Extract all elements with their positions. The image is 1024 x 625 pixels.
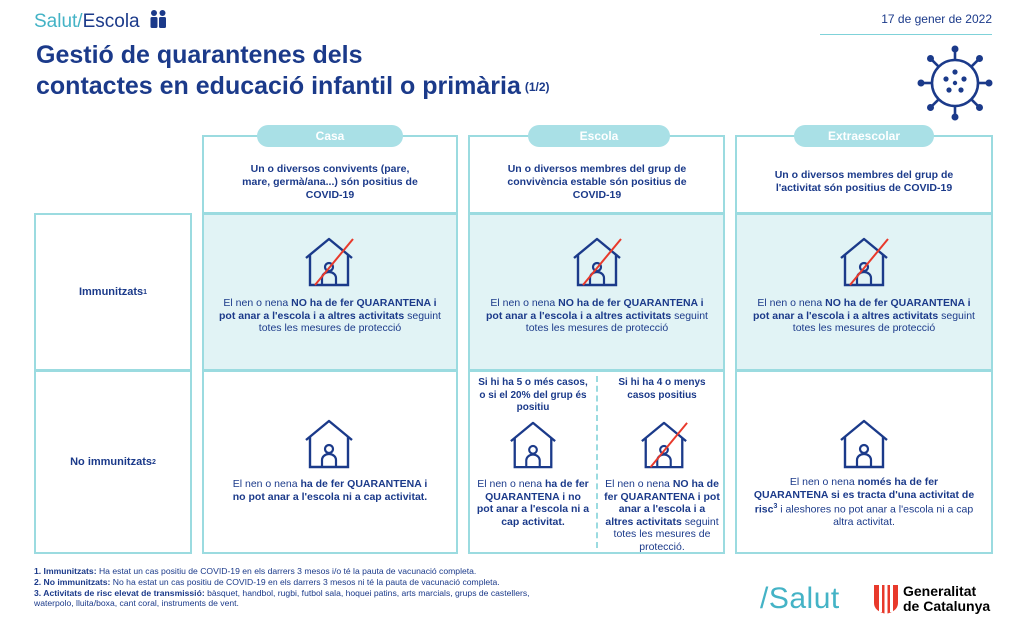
gencat-flag-icon	[873, 583, 899, 615]
house-crossed-icon	[639, 420, 689, 470]
escola-condition-b: Si hi ha 4 o menys casos positius	[618, 377, 706, 401]
row-label-non-immunized-text: No immunitzats	[70, 456, 152, 468]
page-title	[36, 40, 776, 103]
immunized-extraescolar-text: El nen o nena NO ha de fer QUARANTENA i pot anar a l'escola i a altres activitats seguint totes les mesures de protecció	[753, 297, 975, 334]
footnote-3: 3. Activitats de risc elevat de transmissió: bàsquet, handbol, rugbi, futbol sala, hoquei patins, arts marcials, grups de castellers, waterpolo, lluita/boxa, cant coral, instruments de vent.	[34, 587, 530, 609]
salut-logo: /Salut	[760, 582, 840, 615]
house-icon	[508, 420, 558, 470]
house-icon	[303, 418, 355, 470]
house-crossed-icon	[303, 236, 355, 288]
column-label-escola: Escola	[528, 125, 670, 147]
people-icon	[148, 9, 168, 29]
date: 17 de gener de 2022	[820, 12, 992, 35]
immunized-casa-text: El nen o nena NO ha de fer QUARANTENA i pot anar a l'escola i a altres activitats seguint totes les mesures de protecció	[219, 297, 441, 334]
house-crossed-icon	[571, 236, 623, 288]
house-icon	[838, 418, 890, 470]
house-crossed-icon	[838, 236, 890, 288]
immunized-escola-text: El nen o nena NO ha de fer QUARANTENA i pot anar a l'escola i a altres activitats seguint totes les mesures de protecció	[486, 297, 708, 334]
footnote-marker-3: 3	[773, 503, 778, 510]
column-label-casa: Casa	[257, 125, 403, 147]
brand-logo	[34, 9, 168, 33]
footnotes	[34, 566, 654, 609]
footnote-2: 2. No immunitzats: No ha estat un cas positiu de COVID-19 en els darrers 3 mesos ni té la pauta de vacunació completa.	[34, 576, 500, 587]
escola-condition-b-text: El nen o nena NO ha de fer QUARANTENA i pot anar a l'escola i a altres activitats seguint totes les mesures de protecció.	[604, 478, 720, 553]
title-line-2: contactes en educació infantil o primària	[36, 72, 521, 100]
escola-condition-a-text: El nen o nena ha de fer QUARANTENA i no pot anar a l'escola ni a cap activitat.	[476, 478, 590, 528]
footnote-1: 1. Immunitzats: Ha estat un cas positiu de COVID-19 en els darrers 3 mesos i/o té la pauta de vacunació completa.	[34, 566, 477, 576]
column-casa-description: Un o diversos convivents (pare, mare, germà/ana...) són positius de COVID-19	[242, 163, 418, 201]
footnote-marker-2: 2	[152, 458, 156, 466]
column-extraescolar-description: Un o diversos membres del grup de l'activitat són positius de COVID-19	[774, 169, 954, 194]
escola-divider	[596, 376, 598, 548]
brand-escola: Escola	[82, 11, 140, 32]
page-indicator: (1/2)	[524, 79, 550, 94]
escola-condition-a: Si hi ha 5 o més casos, o si el 20% del grup és positiu	[478, 377, 588, 413]
row-label-immunized	[34, 213, 192, 371]
column-label-extraescolar: Extraescolar	[794, 125, 934, 147]
row-label-non-immunized	[34, 370, 192, 554]
virus-icon	[916, 44, 994, 122]
non-immunized-casa-text: El nen o nena ha de fer QUARANTENA i no pot anar a l'escola ni a cap activitat.	[232, 478, 428, 503]
brand-salut: Salut/	[34, 11, 83, 32]
column-escola-description: Un o diversos membres del grup de convivència estable són positius de COVID-19	[507, 163, 687, 201]
row-label-immunized-text: Immunitzats	[78, 286, 144, 298]
non-immunized-extraescolar-text: El nen o nena només ha de fer QUARANTENA si es tracta d'una activitat de risc$^3$ i aleshores no pot anar a l'escola ni a cap altra activitat.	[753, 476, 975, 528]
title-line-1: Gestió de quarantenes dels	[36, 41, 363, 69]
generalitat-text: Generalitat de Catalunya	[903, 583, 991, 614]
footnote-marker-1: 1	[143, 288, 148, 296]
